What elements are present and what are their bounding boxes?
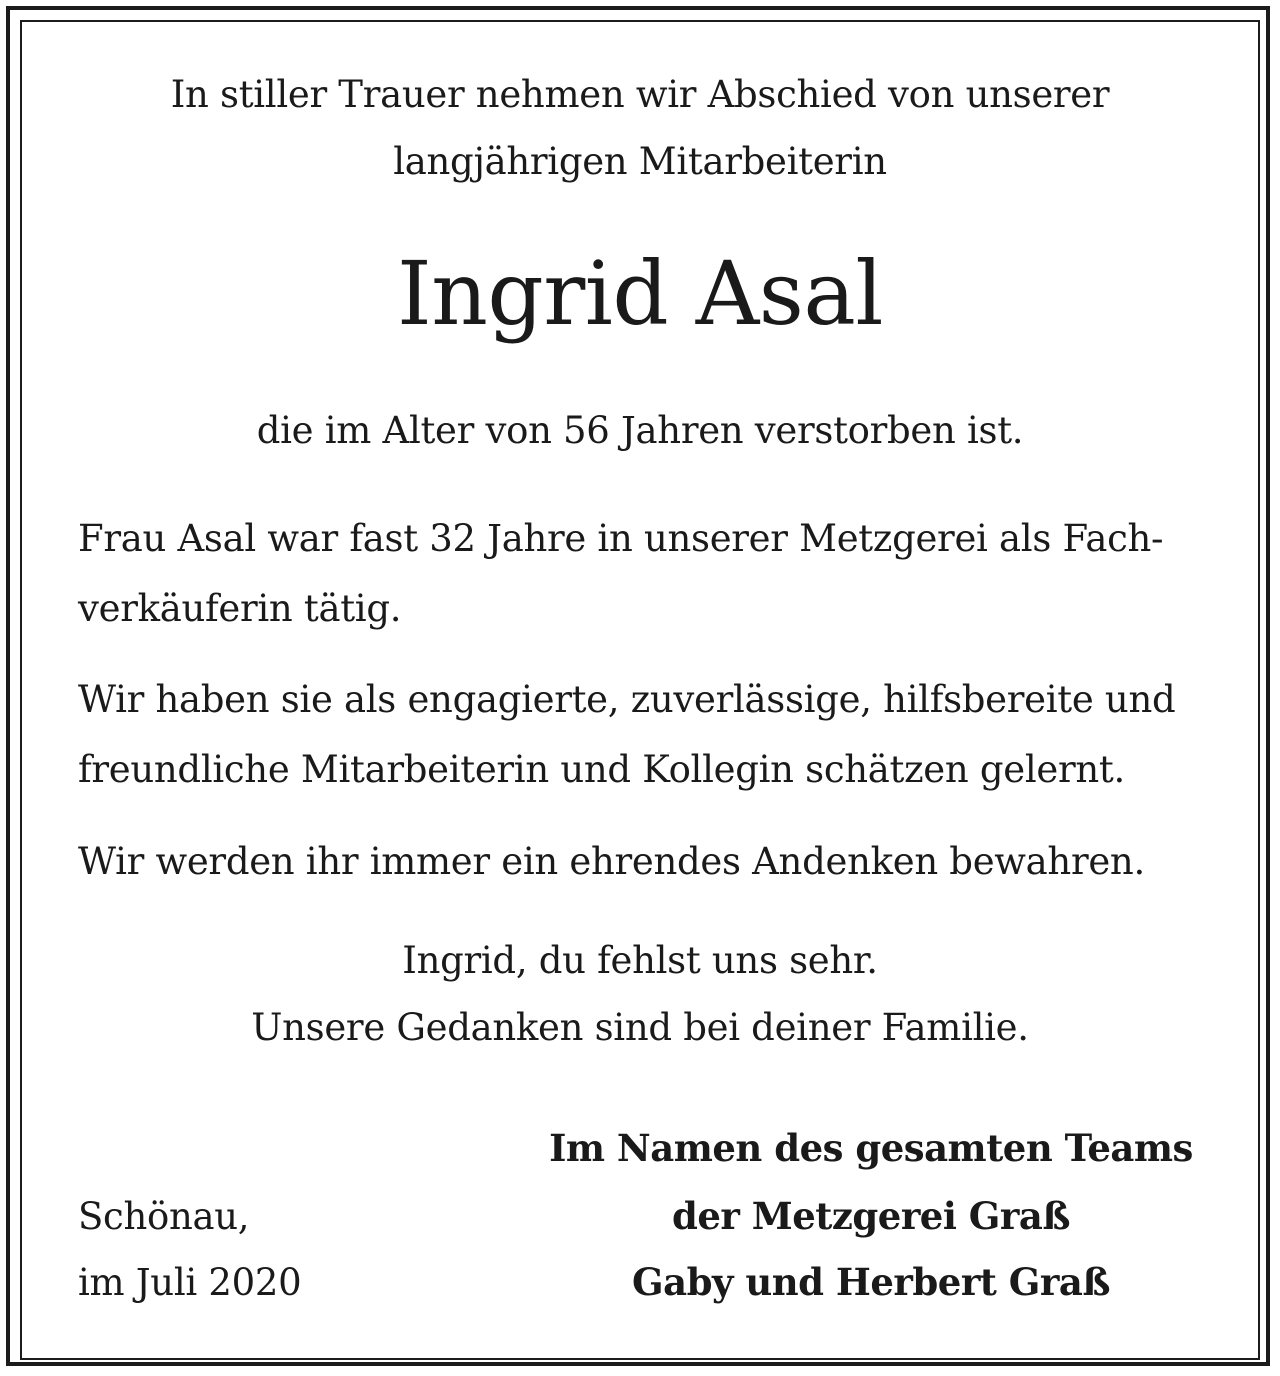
paragraph-3-line-1: Wir werden ihr immer ein ehrendes Andenken bewahren. xyxy=(78,840,1145,883)
place-label: Schönau, xyxy=(78,1195,250,1238)
paragraph-1-line-2: verkäuferin tätig. xyxy=(78,587,402,630)
deceased-name: Ingrid Asal xyxy=(396,242,884,345)
intro-line-1: In stiller Trauer nehmen wir Abschied von unserer xyxy=(170,73,1110,116)
paragraph-2-line-2: freundliche Mitarbeiterin und Kollegin schätzen gelernt. xyxy=(78,748,1125,791)
intro-line-2: langjährigen Mitarbeiterin xyxy=(393,140,887,183)
signature-line-2: der Metzgerei Graß xyxy=(672,1194,1070,1238)
age-line: die im Alter von 56 Jahren verstorben ist. xyxy=(256,409,1024,452)
paragraph-2-line-1: Wir haben sie als engagierte, zuverlässige, hilfsbereite und xyxy=(78,678,1176,721)
paragraph-1-line-1: Frau Asal war fast 32 Jahre in unserer Metzgerei als Fach- xyxy=(78,517,1164,560)
farewell-line-1: Ingrid, du fehlst uns sehr. xyxy=(402,939,878,982)
farewell-line-2: Unsere Gedanken sind bei deiner Familie. xyxy=(251,1006,1029,1049)
signature-line-1: Im Namen des gesamten Teams xyxy=(549,1126,1193,1170)
signature-line-3: Gaby und Herbert Graß xyxy=(632,1260,1110,1304)
date-label: im Juli 2020 xyxy=(78,1261,302,1304)
